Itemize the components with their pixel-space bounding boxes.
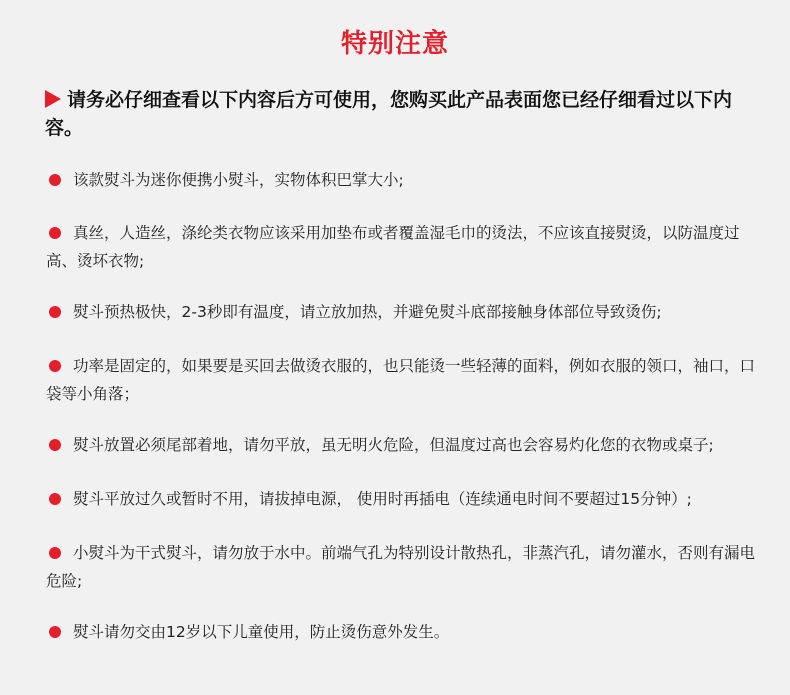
list-item [46,166,762,194]
list-item-text: 小熨斗为干式熨斗，请勿放于水中。前端气孔为特别设计散热孔，非蒸汽孔，请勿灌水，否则有漏电危险; [46,544,756,590]
notice-paragraph [45,86,757,142]
triangle-right-icon [45,90,61,108]
list-item [46,485,762,513]
list-item-text: 功率是固定的，如果要是买回去做烫衣服的，也只能烫一些轻薄的面料，例如衣服的领口，袖口，口袋等小角落； [46,357,756,403]
list-item [46,298,762,326]
list-item-text: 熨斗放置必须尾部着地，请勿平放，虽无明火危险，但温度过高也会容易灼化您的衣物或桌子; [73,436,714,454]
list-item [46,618,762,646]
list-item [46,219,762,275]
list-item-text: 熨斗平放过久或暂时不用，请拔掉电源， 使用时再插电（连续通电时间不要超过15分钟）; [73,490,692,508]
bullet-dot-icon [49,227,61,239]
list-item [46,431,762,459]
list-item [46,352,762,408]
bullet-dot-icon [49,439,61,451]
bullet-dot-icon [49,547,61,559]
list-item-text: 真丝，人造丝，涤纶类衣物应该采用加垫布或者覆盖湿毛巾的烫法，不应该直接熨烫，以防温度过高、烫坏衣物; [46,224,740,270]
list-item-text: 熨斗请勿交由12岁以下儿童使用，防止烫伤意外发生。 [73,623,450,641]
bullet-dot-icon [49,493,61,505]
list-item-text: 熨斗预热极快，2-3秒即有温度，请立放加热，并避免熨斗底部接触身体部位导致烫伤; [73,303,662,321]
page-title: 特别注意 [340,29,449,59]
bullet-dot-icon [49,306,61,318]
bullet-dot-icon [49,626,61,638]
bullet-dot-icon [49,174,61,186]
notice-text: 请务必仔细查看以下内容后方可使用，您购买此产品表面您已经仔细看过以下内容。 [45,89,733,139]
list-item-text: 该款熨斗为迷你便携小熨斗，实物体积巴掌大小; [73,171,404,189]
bullet-dot-icon [49,360,61,372]
list-item [46,539,762,595]
